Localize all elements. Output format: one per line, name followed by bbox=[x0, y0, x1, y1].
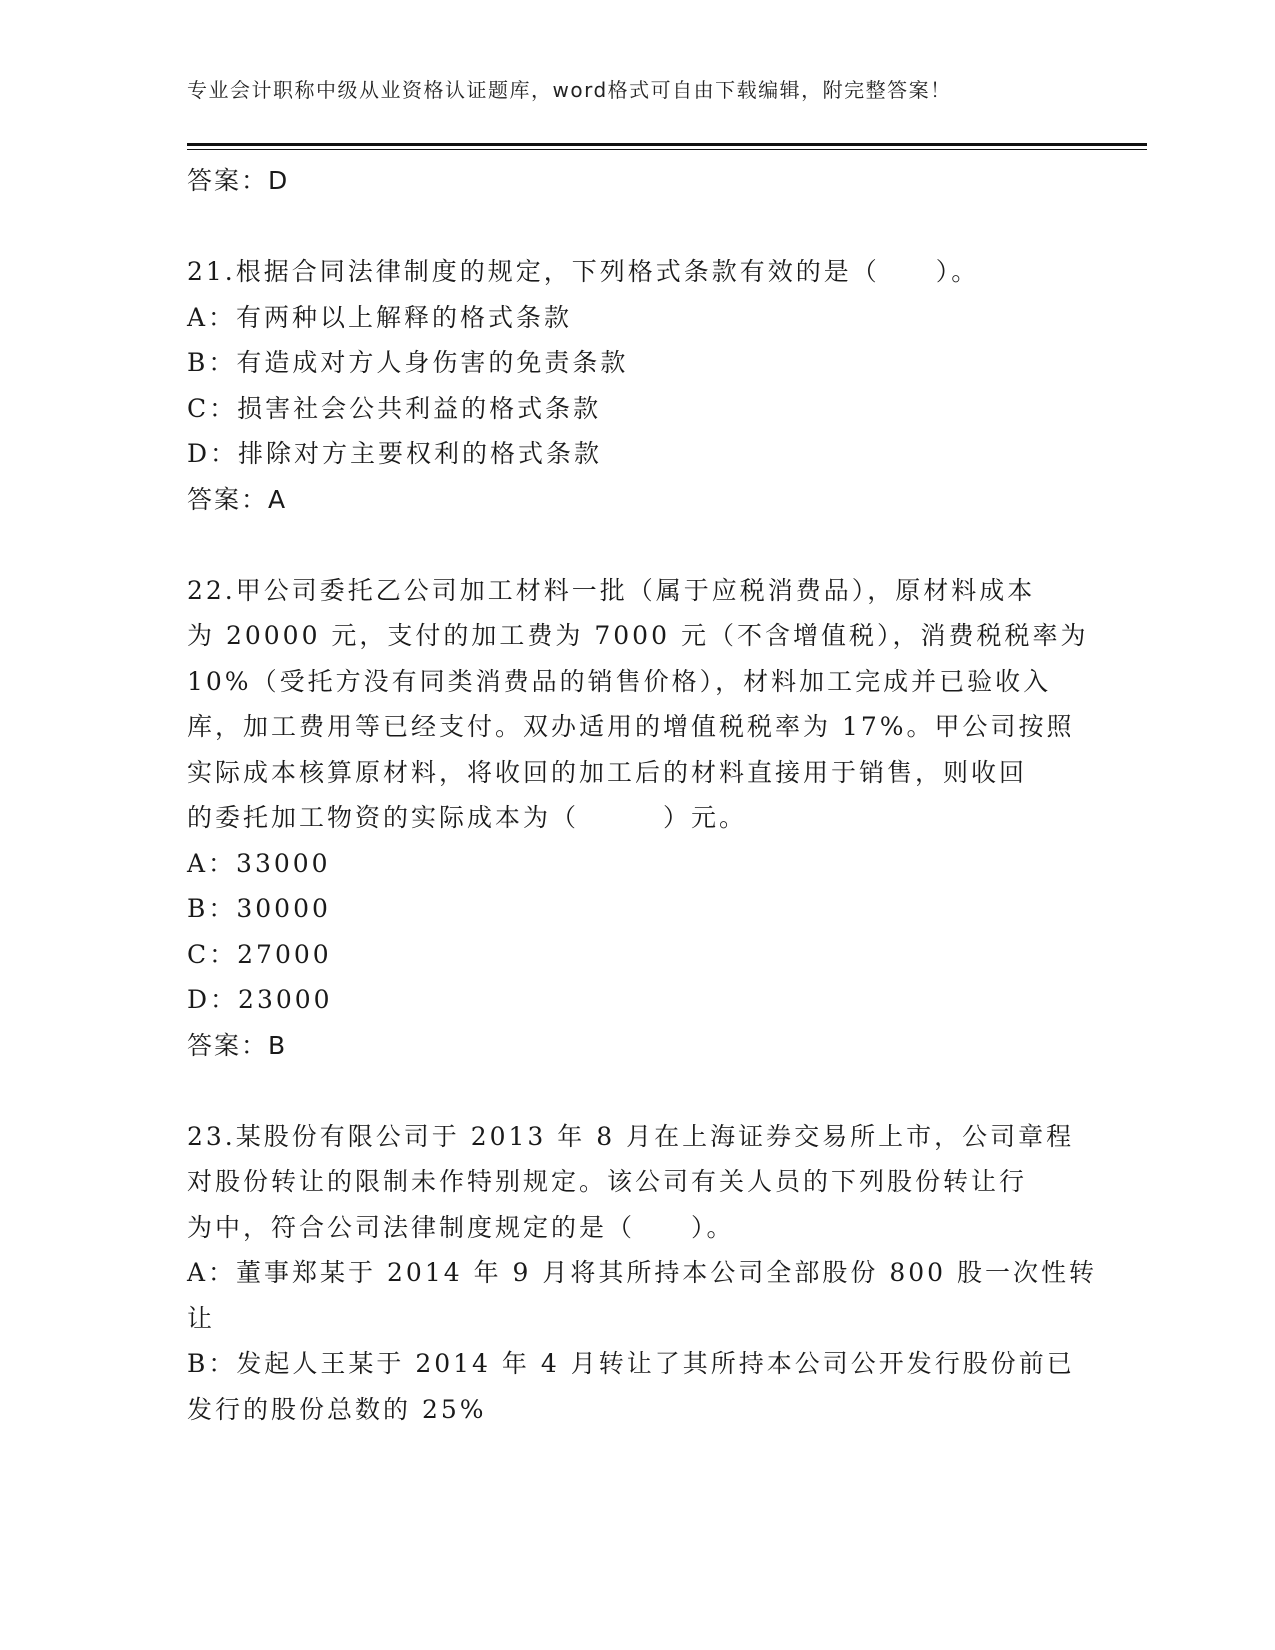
spacer bbox=[187, 204, 1087, 250]
spacer bbox=[187, 522, 1087, 568]
document-content bbox=[187, 158, 1097, 1432]
question-text-line: 库，加工费用等已经支付。双办适用的增值税税率为 17%。甲公司按照 bbox=[187, 712, 1075, 741]
question-text-line: 22.甲公司委托乙公司加工材料一批（属于应税消费品），原材料成本 bbox=[187, 575, 1036, 605]
option-b: B：30000 bbox=[187, 894, 331, 923]
question-22 bbox=[187, 568, 1087, 1069]
spacer bbox=[187, 1068, 1087, 1114]
answer: 答案：A bbox=[187, 484, 288, 514]
question-23 bbox=[187, 1114, 1097, 1433]
option-c: C：损害社会公共利益的格式条款 bbox=[187, 393, 602, 423]
page-header: 专业会计职称中级从业资格认证题库，word格式可自由下载编辑，附完整答案！ bbox=[187, 78, 952, 102]
answer: 答案：B bbox=[187, 1030, 288, 1060]
question-21 bbox=[187, 249, 1087, 522]
option-a: A：33000 bbox=[187, 848, 331, 878]
option-a: A：有两种以上解释的格式条款 bbox=[187, 302, 573, 332]
question-text-line: 为中，符合公司法律制度规定的是（ ）。 bbox=[187, 1212, 735, 1242]
option-b-continued: 发行的股份总数的 25% bbox=[187, 1394, 487, 1424]
question-text-line: 10%（受托方没有同类消费品的销售价格），材料加工完成并已验收入 bbox=[187, 666, 1052, 696]
question-text-line: 为 20000 元，支付的加工费为 7000 元（不含增值税），消费税税率为 bbox=[187, 621, 1089, 650]
option-a: A：董事郑某于 2014 年 9 月将其所持本公司全部股份 800 股一次性转 bbox=[187, 1258, 1097, 1287]
question-text-line: 23.某股份有限公司于 2013 年 8 月在上海证券交易所上市，公司章程 bbox=[187, 1121, 1075, 1151]
header-rule-thick bbox=[187, 143, 1147, 146]
question-text-line: 实际成本核算原材料，将收回的加工后的材料直接用于销售，则收回 bbox=[187, 757, 1028, 787]
option-b: B：发起人王某于 2014 年 4 月转让了其所持本公司公开发行股份前已 bbox=[187, 1349, 1075, 1378]
previous-answer: 答案：D bbox=[187, 166, 290, 195]
option-d: D：23000 bbox=[187, 985, 333, 1014]
question-text-line: 21.根据合同法律制度的规定，下列格式条款有效的是（ ）。 bbox=[187, 257, 980, 286]
option-b: B：有造成对方人身伤害的免责条款 bbox=[187, 348, 629, 377]
question-text-line: 的委托加工物资的实际成本为（ ）元。 bbox=[187, 803, 748, 832]
option-d: D：排除对方主要权利的格式条款 bbox=[187, 439, 603, 468]
option-c: C：27000 bbox=[187, 939, 332, 969]
header-rule-thin bbox=[187, 149, 1147, 150]
option-a-continued: 让 bbox=[187, 1303, 216, 1333]
question-text-line: 对股份转让的限制未作特别规定。该公司有关人员的下列股份转让行 bbox=[187, 1167, 1028, 1196]
